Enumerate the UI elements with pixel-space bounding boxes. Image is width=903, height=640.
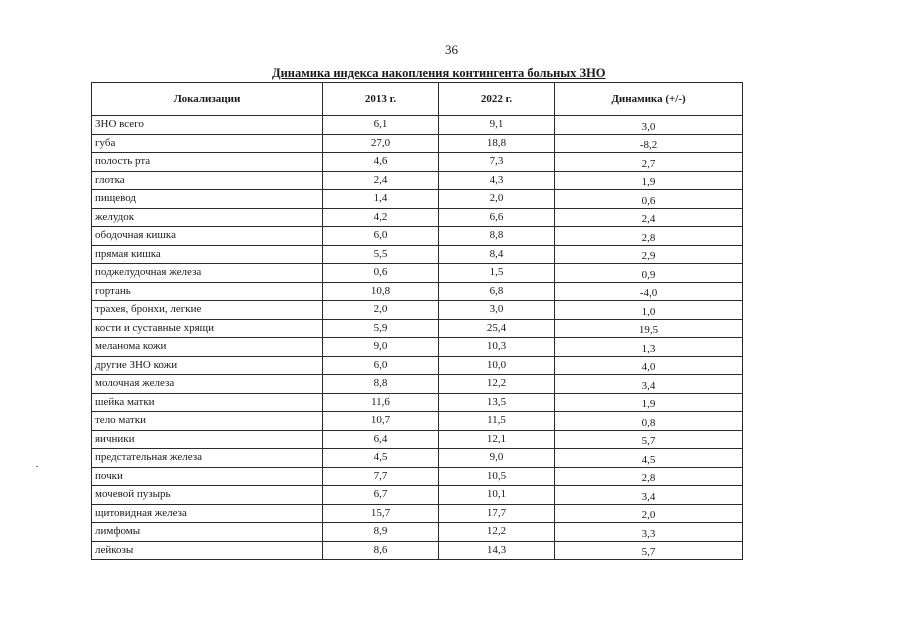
table-row (92, 190, 743, 209)
cell-value-2013: 2,4 (323, 171, 439, 190)
cell-dynamics: 5,7 (555, 430, 743, 449)
header-year-2013: 2013 г. (323, 83, 439, 116)
cell-value-2022: 7,3 (439, 153, 555, 172)
table-header-row (92, 83, 743, 116)
cell-dynamics: 2,0 (555, 504, 743, 523)
cell-localization: лейкозы (92, 541, 323, 560)
cell-value-2022: 9,0 (439, 449, 555, 468)
table-row (92, 282, 743, 301)
table-row (92, 467, 743, 486)
cell-dynamics: 0,8 (555, 412, 743, 431)
cell-value-2013: 0,6 (323, 264, 439, 283)
cell-dynamics: 19,5 (555, 319, 743, 338)
cell-dynamics: 1,9 (555, 393, 743, 412)
header-localization: Локализации (92, 83, 323, 116)
cell-localization: пищевод (92, 190, 323, 209)
cell-value-2022: 10,0 (439, 356, 555, 375)
cell-localization: губа (92, 134, 323, 153)
cell-localization: предстательная железа (92, 449, 323, 468)
cell-localization: щитовидная железа (92, 504, 323, 523)
table-row (92, 541, 743, 560)
cell-localization: кости и суставные хрящи (92, 319, 323, 338)
cell-value-2022: 10,1 (439, 486, 555, 505)
cell-value-2013: 6,7 (323, 486, 439, 505)
cell-value-2013: 7,7 (323, 467, 439, 486)
cell-value-2013: 8,8 (323, 375, 439, 394)
table-row (92, 486, 743, 505)
cell-dynamics: 4,5 (555, 449, 743, 468)
cell-localization: тело матки (92, 412, 323, 431)
cell-localization: трахея, бронхи, легкие (92, 301, 323, 320)
cell-value-2022: 6,8 (439, 282, 555, 301)
table-body (92, 116, 743, 560)
cell-localization: другие ЗНО кожи (92, 356, 323, 375)
cell-value-2013: 10,7 (323, 412, 439, 431)
table-row (92, 116, 743, 135)
cell-dynamics: 1,0 (555, 301, 743, 320)
cell-value-2022: 4,3 (439, 171, 555, 190)
cell-value-2013: 10,8 (323, 282, 439, 301)
cell-localization: яичники (92, 430, 323, 449)
cell-value-2013: 9,0 (323, 338, 439, 357)
table-row (92, 301, 743, 320)
table-row (92, 356, 743, 375)
cell-value-2013: 4,2 (323, 208, 439, 227)
table-row (92, 449, 743, 468)
cell-value-2022: 3,0 (439, 301, 555, 320)
cell-localization: ЗНО всего (92, 116, 323, 135)
cell-value-2022: 11,5 (439, 412, 555, 431)
cell-value-2022: 12,2 (439, 523, 555, 542)
cell-value-2013: 6,1 (323, 116, 439, 135)
table-row (92, 523, 743, 542)
cell-dynamics: 5,7 (555, 541, 743, 560)
cell-value-2022: 17,7 (439, 504, 555, 523)
cell-localization: гортань (92, 282, 323, 301)
cell-dynamics: 2,8 (555, 227, 743, 246)
cell-dynamics: 3,0 (555, 116, 743, 135)
cell-value-2013: 8,9 (323, 523, 439, 542)
cell-dynamics: 2,9 (555, 245, 743, 264)
cell-value-2022: 1,5 (439, 264, 555, 283)
cell-value-2022: 18,8 (439, 134, 555, 153)
cell-dynamics: 0,6 (555, 190, 743, 209)
cell-dynamics: 1,9 (555, 171, 743, 190)
cell-value-2013: 8,6 (323, 541, 439, 560)
cell-localization: ободочная кишка (92, 227, 323, 246)
cell-value-2013: 6,0 (323, 227, 439, 246)
cell-value-2013: 2,0 (323, 301, 439, 320)
data-table (91, 82, 743, 560)
cell-localization: полость рта (92, 153, 323, 172)
table-row (92, 134, 743, 153)
table-row (92, 412, 743, 431)
header-dynamics: Динамика (+/-) (555, 83, 743, 116)
cell-dynamics: 4,0 (555, 356, 743, 375)
cell-value-2022: 2,0 (439, 190, 555, 209)
cell-value-2022: 10,5 (439, 467, 555, 486)
cell-value-2013: 27,0 (323, 134, 439, 153)
cell-value-2022: 25,4 (439, 319, 555, 338)
cell-value-2013: 6,0 (323, 356, 439, 375)
table-row (92, 153, 743, 172)
cell-value-2013: 11,6 (323, 393, 439, 412)
page-number: 36 (445, 42, 458, 57)
table-row (92, 338, 743, 357)
cell-localization: шейка матки (92, 393, 323, 412)
table-row (92, 208, 743, 227)
table-row (92, 375, 743, 394)
cell-value-2022: 12,2 (439, 375, 555, 394)
table-row (92, 393, 743, 412)
cell-dynamics: -8,2 (555, 134, 743, 153)
header-year-2022: 2022 г. (439, 83, 555, 116)
cell-value-2013: 1,4 (323, 190, 439, 209)
cell-dynamics: 1,3 (555, 338, 743, 357)
cell-value-2022: 9,1 (439, 116, 555, 135)
cell-dynamics: 3,4 (555, 375, 743, 394)
cell-localization: желудок (92, 208, 323, 227)
cell-localization: глотка (92, 171, 323, 190)
cell-dynamics: 3,3 (555, 523, 743, 542)
cell-localization: прямая кишка (92, 245, 323, 264)
table-row (92, 264, 743, 283)
cell-dynamics: 2,8 (555, 467, 743, 486)
cell-localization: лимфомы (92, 523, 323, 542)
table-row (92, 245, 743, 264)
cell-localization: почки (92, 467, 323, 486)
cell-value-2022: 8,4 (439, 245, 555, 264)
cell-localization: поджелудочная железа (92, 264, 323, 283)
cell-value-2022: 12,1 (439, 430, 555, 449)
cell-value-2013: 15,7 (323, 504, 439, 523)
table-row (92, 504, 743, 523)
scan-speck (36, 466, 38, 467)
cell-value-2022: 10,3 (439, 338, 555, 357)
cell-value-2022: 6,6 (439, 208, 555, 227)
cell-value-2013: 4,6 (323, 153, 439, 172)
cell-value-2022: 13,5 (439, 393, 555, 412)
cell-localization: меланома кожи (92, 338, 323, 357)
cell-dynamics: 2,7 (555, 153, 743, 172)
cell-value-2013: 4,5 (323, 449, 439, 468)
cell-value-2013: 5,9 (323, 319, 439, 338)
table-title: Динамика индекса накопления контингента больных ЗНО (272, 66, 606, 80)
cell-value-2022: 14,3 (439, 541, 555, 560)
table-row (92, 319, 743, 338)
cell-value-2013: 5,5 (323, 245, 439, 264)
cell-localization: молочная железа (92, 375, 323, 394)
cell-dynamics: -4,0 (555, 282, 743, 301)
cell-dynamics: 2,4 (555, 208, 743, 227)
cell-value-2013: 6,4 (323, 430, 439, 449)
cell-dynamics: 3,4 (555, 486, 743, 505)
cell-localization: мочевой пузырь (92, 486, 323, 505)
table-row (92, 227, 743, 246)
table-row (92, 171, 743, 190)
cell-dynamics: 0,9 (555, 264, 743, 283)
cell-value-2022: 8,8 (439, 227, 555, 246)
table-row (92, 430, 743, 449)
